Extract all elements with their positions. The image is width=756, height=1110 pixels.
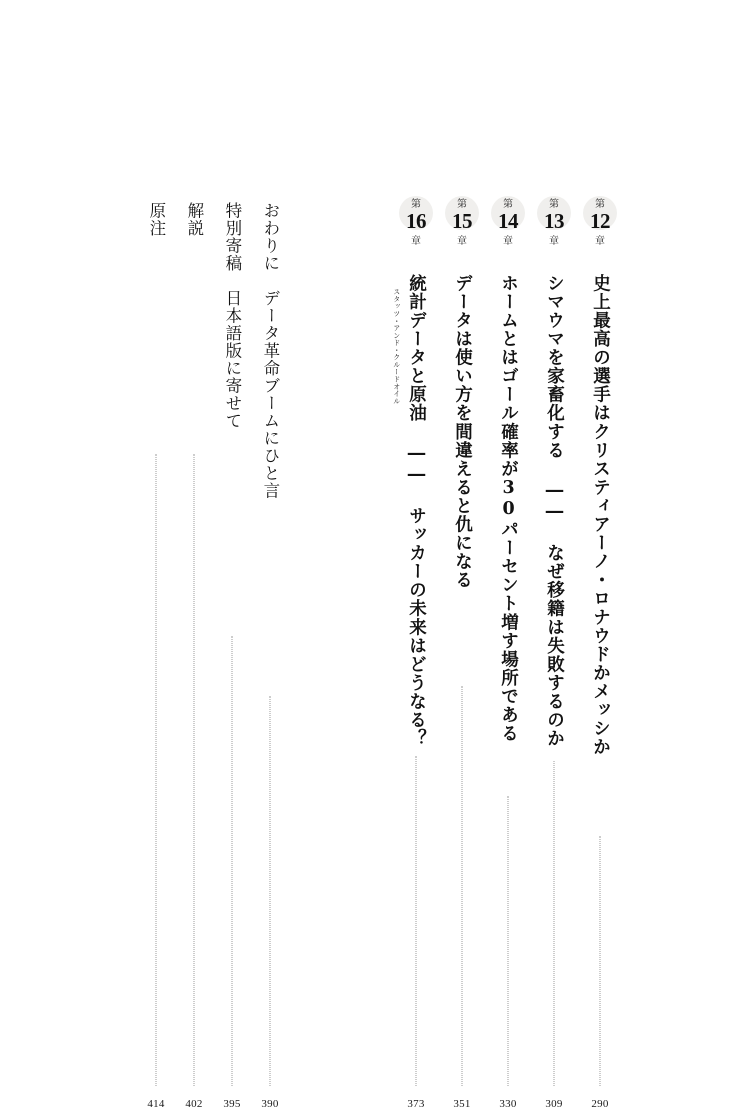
page-number: 373	[407, 1098, 425, 1110]
chapter-badge	[489, 196, 527, 270]
chapter-prefix: 第	[457, 199, 467, 210]
dot-leader	[600, 836, 601, 1086]
chapter-number: 13	[544, 209, 564, 233]
page-number: 414	[147, 1098, 165, 1110]
dot-leader	[156, 454, 157, 1086]
toc-backmatter-entry[interactable]	[212, 196, 252, 1110]
page-number: 351	[453, 1098, 471, 1110]
chapter-number: 15	[452, 209, 472, 233]
page-number: 330	[499, 1098, 517, 1110]
chapter-badge	[443, 196, 481, 270]
backmatter-title: 原注	[146, 202, 166, 237]
dot-leader	[416, 756, 417, 1086]
toc-chapter-entry[interactable]	[392, 196, 436, 1110]
chapter-prefix: 第	[595, 199, 605, 210]
dot-leader	[508, 796, 509, 1086]
chapter-badge	[581, 196, 619, 270]
chapter-prefix: 第	[411, 199, 421, 210]
chapter-title: 史上最高の選手はクリスティアーノ・ロナウドかメッシか	[590, 274, 611, 757]
dot-leader	[194, 454, 195, 1086]
dot-leader	[270, 696, 271, 1086]
chapter-suffix: 章	[503, 236, 513, 247]
chapter-prefix: 第	[549, 199, 559, 210]
page-number: 309	[545, 1098, 563, 1110]
toc-backmatter-entry[interactable]	[136, 196, 176, 1110]
chapter-title-ruby: スタッツ・アンド・クルードオイル	[392, 288, 401, 405]
chapter-number: 14	[498, 209, 518, 233]
backmatter-title: 特別寄稿 日本語版に寄せて	[222, 202, 242, 430]
toc-backmatter-entry[interactable]	[174, 196, 214, 1110]
page-number: 395	[223, 1098, 241, 1110]
chapter-title: 統計データと原油 ―― サッカーの未来はどうなる？	[406, 274, 427, 748]
chapter-prefix: 第	[503, 199, 513, 210]
toc-chapter-entry[interactable]	[534, 196, 574, 1110]
chapter-title: シマウマを家畜化する ―― なぜ移籍は失敗するのか	[544, 274, 565, 748]
page-number: 402	[185, 1098, 203, 1110]
backmatter-title: 解説	[184, 202, 204, 237]
dot-leader	[462, 686, 463, 1086]
toc-backmatter-entry[interactable]	[250, 196, 290, 1110]
toc-chapter-entry[interactable]	[488, 196, 528, 1110]
chapter-title: データは使い方を間違えると仇になる	[452, 274, 473, 590]
chapter-suffix: 章	[411, 236, 421, 247]
backmatter-title: おわりに データ革命ブームにひと言	[260, 202, 280, 500]
chapter-suffix: 章	[595, 236, 605, 247]
chapter-number: 16	[406, 209, 426, 233]
chapter-badge	[535, 196, 573, 270]
chapter-badge	[397, 196, 435, 270]
toc-chapter-entry[interactable]	[442, 196, 482, 1110]
chapter-title: ホームとはゴール確率が30パーセント増す場所である	[498, 274, 519, 743]
page-number: 390	[261, 1098, 279, 1110]
toc-chapter-entry[interactable]	[580, 196, 620, 1110]
page-number: 290	[591, 1098, 609, 1110]
chapter-suffix: 章	[549, 236, 559, 247]
chapter-suffix: 章	[457, 236, 467, 247]
dot-leader	[554, 761, 555, 1086]
dot-leader	[232, 636, 233, 1086]
chapter-number: 12	[590, 209, 610, 233]
